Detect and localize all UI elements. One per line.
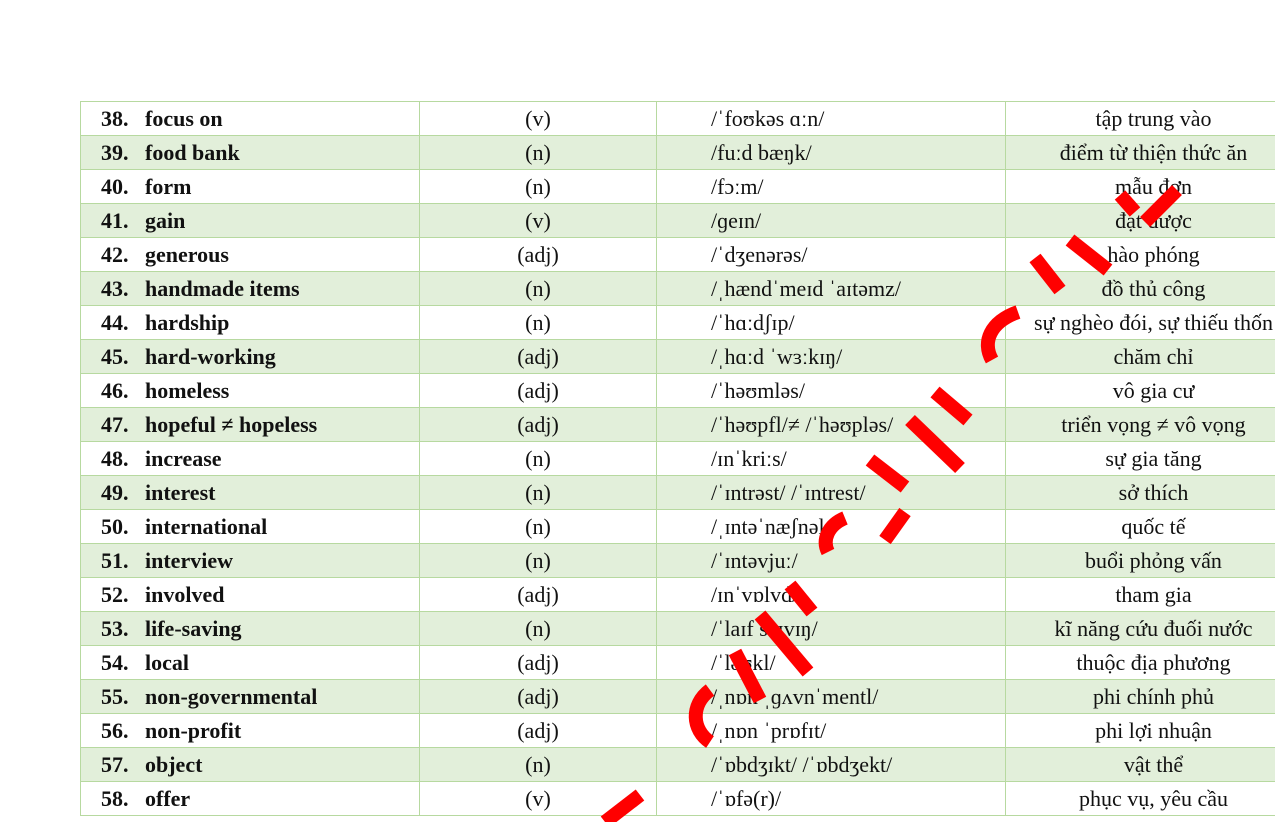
pronunciation: /ˈdʒenərəs/ [657, 238, 1006, 272]
pronunciation: /ˈɒbdʒɪkt/ /ˈɒbdʒekt/ [657, 748, 1006, 782]
meaning: sở thích [1006, 476, 1275, 510]
pronunciation: /fuːd bæŋk/ [657, 136, 1006, 170]
vocabulary-table-body [81, 102, 1275, 816]
table-row [81, 510, 1275, 544]
part-of-speech: (adj) [420, 646, 657, 680]
part-of-speech: (v) [420, 102, 657, 136]
table-row [81, 272, 1275, 306]
table-row [81, 782, 1275, 816]
part-of-speech: (n) [420, 476, 657, 510]
word: food bank [145, 140, 240, 165]
word: local [145, 650, 189, 675]
item-number: 54. [101, 650, 129, 675]
table-row [81, 680, 1275, 714]
pronunciation: /ˈlaɪf seɪvɪŋ/ [657, 612, 1006, 646]
word-cell [81, 646, 420, 680]
word: generous [145, 242, 229, 267]
pronunciation: /ˌnɒn ˈprɒfɪt/ [657, 714, 1006, 748]
part-of-speech: (n) [420, 306, 657, 340]
pronunciation: /ˈhəʊpfl/≠ /ˈhəʊpləs/ [657, 408, 1006, 442]
table-row [81, 442, 1275, 476]
word: focus on [145, 106, 223, 131]
meaning: chăm chỉ [1006, 340, 1275, 374]
meaning: tham gia [1006, 578, 1275, 612]
word: increase [145, 446, 222, 471]
meaning: kĩ năng cứu đuối nước [1006, 612, 1275, 646]
item-number: 44. [101, 310, 129, 335]
word-cell [81, 374, 420, 408]
word-cell [81, 714, 420, 748]
table-row [81, 476, 1275, 510]
word-cell [81, 680, 420, 714]
part-of-speech: (n) [420, 272, 657, 306]
word: homeless [145, 378, 230, 403]
item-number: 55. [101, 684, 129, 709]
word: hopeful ≠ hopeless [145, 412, 318, 437]
meaning: triển vọng ≠ vô vọng [1006, 408, 1275, 442]
table-row [81, 544, 1275, 578]
word-cell [81, 612, 420, 646]
part-of-speech: (n) [420, 748, 657, 782]
word: international [145, 514, 268, 539]
meaning: đồ thủ công [1006, 272, 1275, 306]
part-of-speech: (adj) [420, 714, 657, 748]
word: interview [145, 548, 233, 573]
pronunciation: /ˈɪntrəst/ /ˈɪntrest/ [657, 476, 1006, 510]
table-row [81, 136, 1275, 170]
item-number: 53. [101, 616, 129, 641]
table-row [81, 578, 1275, 612]
item-number: 41. [101, 208, 129, 233]
word-cell [81, 476, 420, 510]
part-of-speech: (n) [420, 136, 657, 170]
item-number: 52. [101, 582, 129, 607]
word: gain [145, 208, 186, 233]
meaning: sự nghèo đói, sự thiếu thốn [1006, 306, 1275, 340]
table-row [81, 714, 1275, 748]
pronunciation: /ɪnˈkriːs/ [657, 442, 1006, 476]
item-number: 43. [101, 276, 129, 301]
meaning: tập trung vào [1006, 102, 1275, 136]
word: offer [145, 786, 191, 811]
word-cell [81, 544, 420, 578]
table-row [81, 306, 1275, 340]
word: interest [145, 480, 216, 505]
pronunciation: /ˈɒfə(r)/ [657, 782, 1006, 816]
pronunciation: /ˈhəʊmləs/ [657, 374, 1006, 408]
item-number: 48. [101, 446, 129, 471]
word-cell [81, 510, 420, 544]
part-of-speech: (adj) [420, 374, 657, 408]
vocabulary-table [80, 101, 1275, 816]
word: involved [145, 582, 225, 607]
meaning: vật thể [1006, 748, 1275, 782]
word-cell [81, 408, 420, 442]
part-of-speech: (adj) [420, 340, 657, 374]
meaning: buổi phỏng vấn [1006, 544, 1275, 578]
meaning: điểm từ thiện thức ăn [1006, 136, 1275, 170]
table-row [81, 374, 1275, 408]
meaning: vô gia cư [1006, 374, 1275, 408]
word: form [145, 174, 192, 199]
item-number: 50. [101, 514, 129, 539]
meaning: phục vụ, yêu cầu [1006, 782, 1275, 816]
part-of-speech: (n) [420, 442, 657, 476]
item-number: 51. [101, 548, 129, 573]
part-of-speech: (v) [420, 782, 657, 816]
pronunciation: /ˌnɒn ˌɡʌvnˈmentl/ [657, 680, 1006, 714]
word: handmade items [145, 276, 300, 301]
word: object [145, 752, 203, 777]
word-cell [81, 272, 420, 306]
part-of-speech: (n) [420, 544, 657, 578]
table-row [81, 646, 1275, 680]
item-number: 39. [101, 140, 129, 165]
word-cell [81, 170, 420, 204]
part-of-speech: (adj) [420, 578, 657, 612]
table-row [81, 204, 1275, 238]
part-of-speech: (n) [420, 612, 657, 646]
pronunciation: /ˈfoʊkəs ɑːn/ [657, 102, 1006, 136]
word-cell [81, 238, 420, 272]
part-of-speech: (v) [420, 204, 657, 238]
word: hard-working [145, 344, 276, 369]
word-cell [81, 748, 420, 782]
meaning: mẫu đơn [1006, 170, 1275, 204]
word-cell [81, 782, 420, 816]
pronunciation: /ɡeɪn/ [657, 204, 1006, 238]
pronunciation: /ˌɪntəˈnæʃnəl/ [657, 510, 1006, 544]
meaning: đạt được [1006, 204, 1275, 238]
item-number: 45. [101, 344, 129, 369]
pronunciation: /ˈləʊkl/ [657, 646, 1006, 680]
item-number: 58. [101, 786, 129, 811]
meaning: quốc tế [1006, 510, 1275, 544]
item-number: 56. [101, 718, 129, 743]
word-cell [81, 442, 420, 476]
pronunciation: /ˌhændˈmeɪd ˈaɪtəmz/ [657, 272, 1006, 306]
item-number: 49. [101, 480, 129, 505]
table-row [81, 340, 1275, 374]
item-number: 38. [101, 106, 129, 131]
part-of-speech: (adj) [420, 238, 657, 272]
word: hardship [145, 310, 230, 335]
part-of-speech: (adj) [420, 408, 657, 442]
item-number: 47. [101, 412, 129, 437]
part-of-speech: (adj) [420, 680, 657, 714]
pronunciation: /ɪnˈvɒlvd/ [657, 578, 1006, 612]
word-cell [81, 102, 420, 136]
item-number: 42. [101, 242, 129, 267]
word-cell [81, 204, 420, 238]
pronunciation: /fɔːm/ [657, 170, 1006, 204]
part-of-speech: (n) [420, 510, 657, 544]
pronunciation: /ˌhɑːd ˈwɜːkɪŋ/ [657, 340, 1006, 374]
pronunciation: /ˈhɑːdʃɪp/ [657, 306, 1006, 340]
table-row [81, 612, 1275, 646]
word-cell [81, 136, 420, 170]
word: non-profit [145, 718, 242, 743]
item-number: 40. [101, 174, 129, 199]
word-cell [81, 306, 420, 340]
meaning: sự gia tăng [1006, 442, 1275, 476]
word-cell [81, 578, 420, 612]
meaning: thuộc địa phương [1006, 646, 1275, 680]
part-of-speech: (n) [420, 170, 657, 204]
meaning: phi chính phủ [1006, 680, 1275, 714]
table-row [81, 238, 1275, 272]
pronunciation: /ˈɪntəvjuː/ [657, 544, 1006, 578]
table-row [81, 170, 1275, 204]
table-row [81, 102, 1275, 136]
meaning: phi lợi nhuận [1006, 714, 1275, 748]
word: life-saving [145, 616, 242, 641]
word: non-governmental [145, 684, 318, 709]
word-cell [81, 340, 420, 374]
item-number: 46. [101, 378, 129, 403]
meaning: hào phóng [1006, 238, 1275, 272]
item-number: 57. [101, 752, 129, 777]
table-row [81, 748, 1275, 782]
table-row [81, 408, 1275, 442]
